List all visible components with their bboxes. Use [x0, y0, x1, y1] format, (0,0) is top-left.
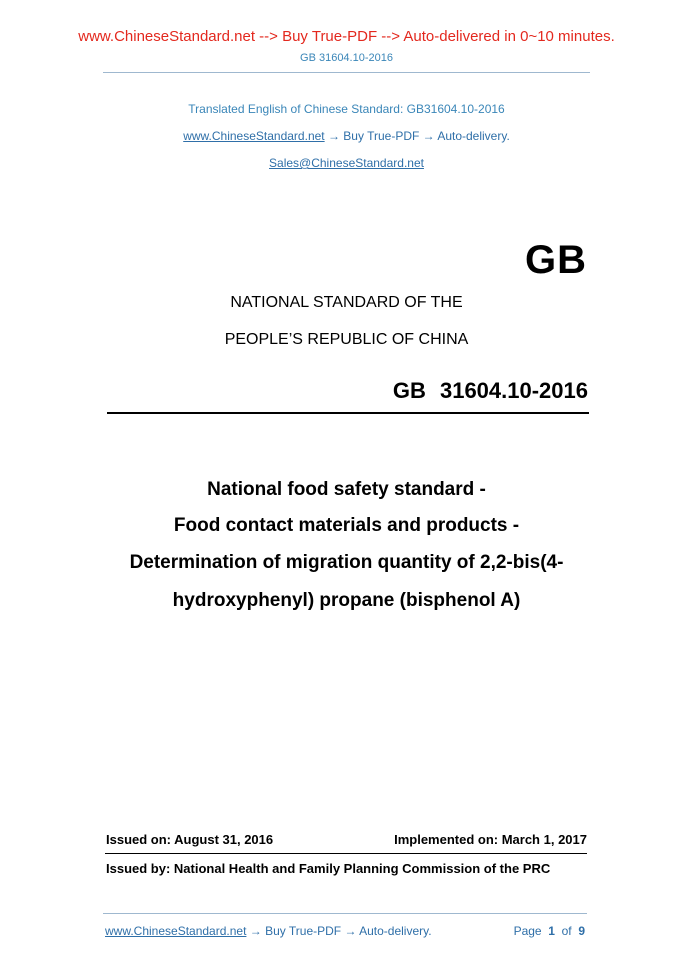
page-of: of [561, 924, 572, 938]
page-indicator [514, 924, 585, 938]
standard-number-divider [107, 412, 589, 414]
header-divider [103, 72, 590, 73]
title-line-1: National food safety standard - [207, 479, 486, 500]
page-label: Page [513, 924, 542, 938]
page-total: 9 [578, 924, 585, 938]
translated-note: Translated English of Chinese Standard: GB31604.10-2016 [188, 102, 505, 116]
intro-site-link[interactable]: www.ChineseStandard.net [183, 129, 325, 143]
footer-divider [103, 913, 587, 914]
intro-site-suffix: → Buy True-PDF → Auto-delivery. [324, 129, 510, 143]
sales-email-link[interactable]: Sales@ChineseStandard.net [269, 156, 424, 170]
footer-site-link[interactable]: www.ChineseStandard.net [105, 924, 247, 938]
national-standard-line-2: PEOPLE’S REPUBLIC OF CHINA [224, 331, 469, 348]
title-line-2: Food contact materials and products - [173, 515, 520, 536]
footer-site-suffix: → Buy True-PDF → Auto-delivery. [246, 924, 432, 938]
title-line-4: hydroxyphenyl) propane (bisphenol A) [172, 590, 521, 611]
dates-divider [105, 853, 587, 854]
footer-link-line [105, 924, 432, 938]
issued-by: Issued by: National Health and Family Planning Commission of the PRC [106, 861, 551, 876]
top-banner[interactable]: www.ChineseStandard.net --> Buy True-PDF --> Auto-delivered in 0~10 minutes. [78, 28, 615, 45]
header-standard-code: GB 31604.10-2016 [300, 52, 393, 64]
standard-number: GB 31604.10-2016 [392, 378, 588, 403]
page-current: 1 [548, 924, 555, 938]
implemented-on-date: Implemented on: March 1, 2017 [394, 832, 587, 847]
national-standard-line-1: NATIONAL STANDARD OF THE [230, 294, 463, 311]
title-line-3: Determination of migration quantity of 2,2-bis(4- [129, 552, 564, 573]
issued-on-date: Issued on: August 31, 2016 [106, 832, 274, 847]
intro-link-line [0, 129, 693, 143]
gb-mark: GB [525, 238, 587, 282]
